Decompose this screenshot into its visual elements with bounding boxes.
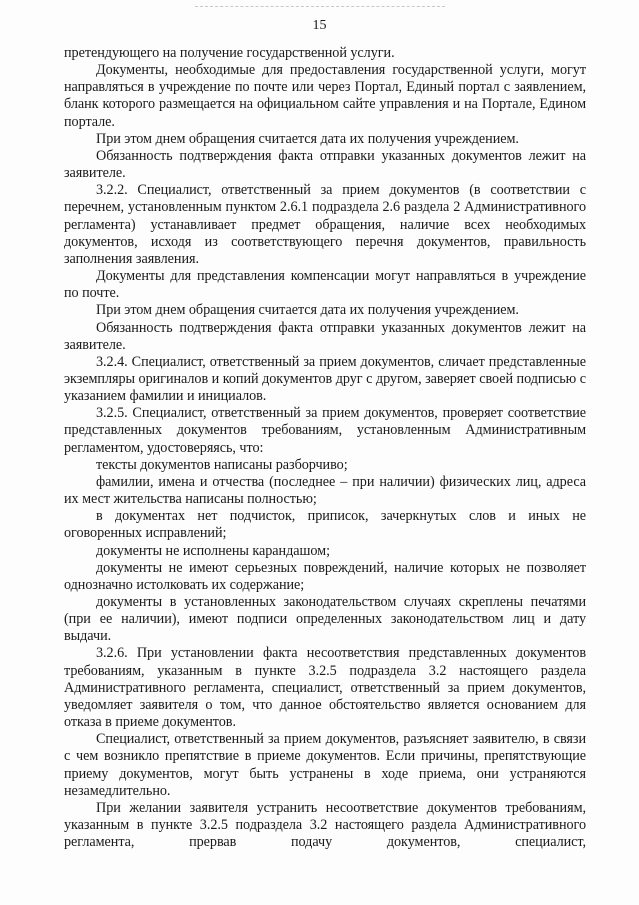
paragraph-proof-of-sending-2: Обязанность подтверждения факта отправки указанных документов лежит на заявителе. [64,319,586,353]
scan-edge-mark [195,6,445,9]
check-item-no-damage: документы не имеют серьезных повреждений, наличие которых не позволяет однозначно истолковать их содержание; [64,559,586,593]
check-item-not-pencil: документы не исполнены карандашом; [96,542,330,559]
check-item-full-names: фамилии, имена и отчества (последнее – при наличии) физических лиц, адреса их мест жительства написаны полностью; [64,473,586,508]
check-item-seals-signatures: документы в установленных законодательством случаях скреплены печатями (при ее наличии), имеют подписи определенных законодательством лиц и дату выдачи. [64,594,586,645]
paragraph-applicant-wish: При желании заявителя устранить несоответствие документов требованиям, указанным в пункте 3.2.5 подраздела 3.2 настоящего раздела Административного регламента, прервав подачу документов, специалист, [64,799,586,851]
check-item-legible: тексты документов написаны разборчиво; [96,456,348,473]
check-item-no-erasures: в документах нет подчисток, приписок, зачеркнутых слов и иных не оговоренных исправлений; [64,508,586,542]
paragraph-3-2-5: 3.2.5. Специалист, ответственный за прием документов, проверяет соответствие представленных документов требованиям, установленным Административным регламентом, удостоверяясь, что: [64,405,586,456]
paragraph-3-2-2: 3.2.2. Специалист, ответственный за прием документов (в соответствии с перечнем, установленным пунктом 2.6.1 подраздела 2.6 раздела 2 Административного регламента) устанавливает предмет обращения, наличие всех необходимых документов, исходя из соответствующего перечня документов, правильность заполнения заявления. [64,182,586,267]
paragraph-receipt-date: При этом днем обращения считается дата их получения учреждением. [96,130,519,147]
paragraph-documents-by-mail: Документы, необходимые для предоставления государственной услуги, могут направляться в учреждение по почте или через Портал, Единый портал с заявлением, бланк которого размещается на официальном сайте управления и на Портале, Едином портале. [64,62,586,130]
paragraph-continuation: претендующего на получение государственной услуги. [64,45,395,61]
paragraph-explanation: Специалист, ответственный за прием документов, разъясняет заявителю, в связи с чем возникло препятствие в приеме документов. Если причины, препятствующие приему документов, могут быть устранены в ходе приема, они устраняются незамедлительно. [64,731,586,799]
paragraph-3-2-6: 3.2.6. При установлении факта несоответствия представленных документов требованиям, указанным в пункте 3.2.5 подраздела 3.2 настоящего раздела Административного регламента, специалист, ответственный за прием документов, уведомляет заявителя о том, что данное обстоятельство является основанием для отказа в приеме документов. [64,645,586,731]
paragraph-proof-of-sending: Обязанность подтверждения факта отправки указанных документов лежит на заявителе. [64,147,586,182]
paragraph-receipt-date-2: При этом днем обращения считается дата их получения учреждением. [96,302,519,319]
page-number: 15 [312,18,327,33]
page-body [64,45,586,851]
paragraph-compensation-documents: Документы для представления компенсации могут направляться в учреждение по почте. [64,268,586,302]
paragraph-3-2-4: 3.2.4. Специалист, ответственный за прием документов, сличает представленные экземпляры оригиналов и копий документов друг с другом, заверяет своей подписью с указанием фамилии и инициалов. [64,353,586,405]
